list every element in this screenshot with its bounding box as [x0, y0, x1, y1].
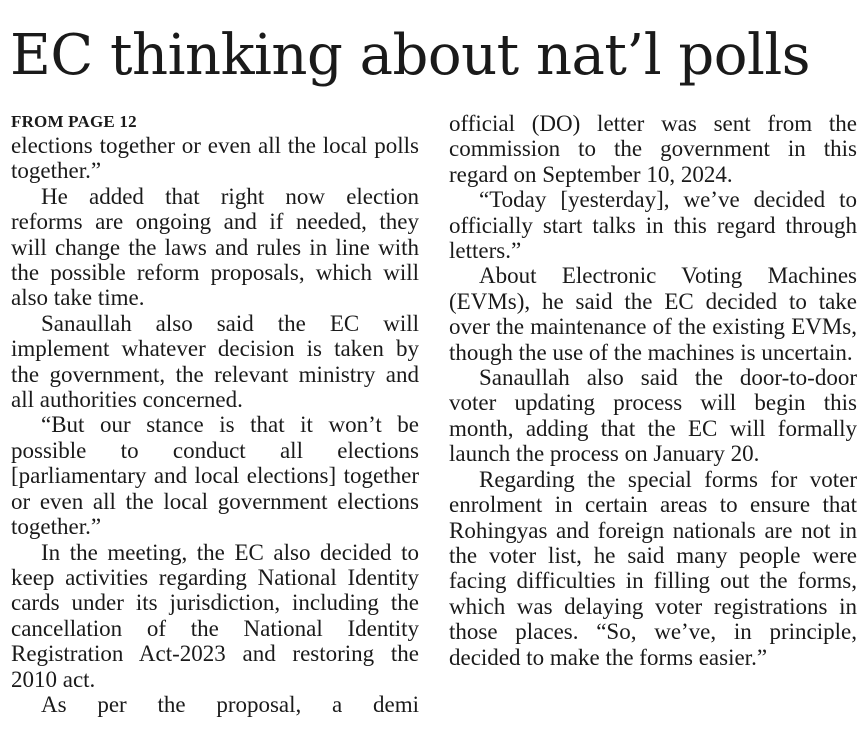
paragraph: Regarding the special forms for voter enrolment in certain areas to ensure that Rohingyas and foreign nationals are not in the voter list, he said many people were facing difficulties in filling out the forms, which was delaying voter registrations in those places. “So, we’ve, in principle, decided to make the forms easier.”	[449, 466, 857, 670]
paragraph: official (DO) letter was sent from the commission to the government in this regard on September 10, 2024.	[449, 111, 857, 187]
article-column-left	[11, 111, 419, 717]
paragraph: “Today [yesterday], we’ve decided to officially start talks in this regard through letters.”	[449, 187, 857, 264]
paragraph: Sanaullah also said the door-to-door voter updating process will begin this month, adding that the EC will formally launch the process on January 20.	[449, 365, 857, 467]
headline: EC thinking about nat’l polls	[10, 23, 811, 88]
paragraph: About Electronic Voting Machines (EVMs), he said the EC decided to take over the maintenance of the existing EVMs, though the use of the machines is uncertain.	[449, 263, 857, 365]
paragraph: As per the proposal, a demi	[41, 691, 419, 717]
article-column-right	[449, 111, 857, 670]
paragraph: “But our stance is that it won’t be possible to conduct all elections [parliamentary and local elections] together or even all the local government elections together.”	[11, 412, 419, 540]
paragraph: He added that right now election reforms are ongoing and if needed, they will change the laws and rules in line with the possible reform proposals, which will also take time.	[11, 183, 419, 311]
paragraph: Sanaullah also said the EC will implement whatever decision is taken by the government, the relevant ministry and all authorities concerned.	[11, 310, 419, 413]
paragraph: elections together or even all the local polls together.”	[11, 133, 419, 184]
jump-label: FROM PAGE 12	[11, 112, 137, 131]
paragraph: In the meeting, the EC also decided to keep activities regarding National Identity cards under its jurisdiction, including the cancellation of the National Identity Registration Act-2023 and restoring the 2010 act.	[11, 539, 419, 692]
